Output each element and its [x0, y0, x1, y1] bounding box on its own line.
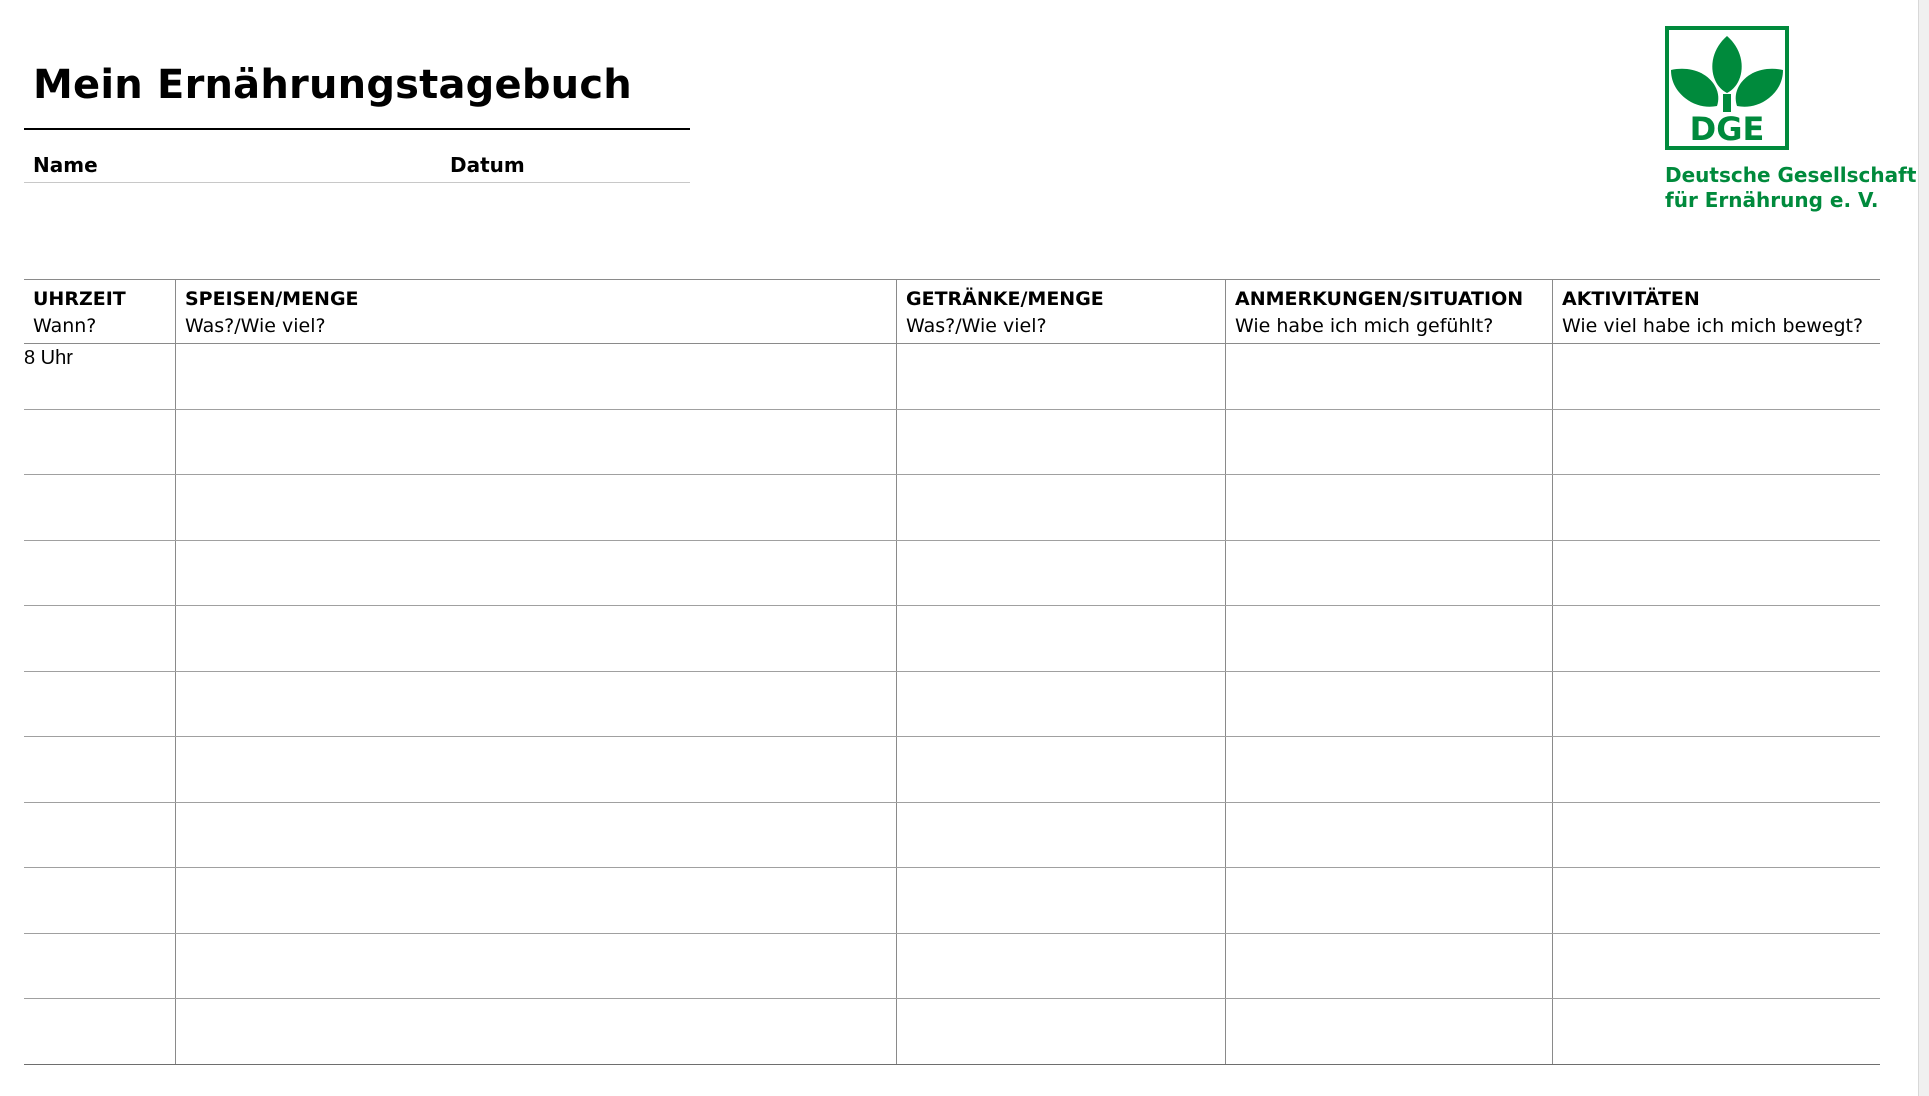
activities-cell[interactable]: [1553, 410, 1880, 475]
activities-cell[interactable]: [1553, 672, 1880, 737]
column-divider: [896, 934, 897, 999]
column-divider: [1225, 606, 1226, 671]
time-cell[interactable]: [24, 344, 175, 409]
notes-cell[interactable]: [1226, 410, 1552, 475]
name-label: Name: [33, 153, 98, 177]
column-divider: [1552, 672, 1553, 737]
title-underline: [24, 128, 690, 130]
name-date-line: [24, 182, 690, 183]
date-label: Datum: [450, 153, 525, 177]
column-divider: [1225, 541, 1226, 606]
table-row: [24, 868, 1880, 934]
header-subtitle: Was?/Wie viel?: [185, 315, 326, 337]
drinks-cell[interactable]: [897, 672, 1225, 737]
column-divider: [175, 999, 176, 1064]
header-subtitle: Was?/Wie viel?: [906, 315, 1047, 337]
column-divider: [175, 475, 176, 540]
activities-cell[interactable]: [1553, 868, 1880, 933]
food-cell[interactable]: [176, 475, 896, 540]
notes-cell[interactable]: [1226, 868, 1552, 933]
column-divider: [175, 410, 176, 475]
column-divider: [175, 606, 176, 671]
header-cell-drinks: [897, 280, 1225, 344]
column-divider: [1552, 868, 1553, 933]
drinks-cell[interactable]: [897, 475, 1225, 540]
food-cell[interactable]: [176, 999, 896, 1064]
column-divider: [1552, 344, 1553, 409]
activities-cell[interactable]: [1553, 999, 1880, 1064]
notes-cell[interactable]: [1226, 475, 1552, 540]
table-row: [24, 541, 1880, 607]
drinks-cell[interactable]: [897, 541, 1225, 606]
food-cell[interactable]: [176, 803, 896, 868]
time-cell[interactable]: [24, 934, 175, 999]
notes-cell[interactable]: [1226, 672, 1552, 737]
diary-table: [24, 279, 1880, 1065]
column-divider: [175, 672, 176, 737]
dge-logo: [1662, 24, 1917, 224]
food-cell[interactable]: [176, 934, 896, 999]
header-title: AKTIVITÄTEN: [1562, 288, 1700, 310]
time-value: 8 Uhr: [24, 347, 73, 369]
table-row: [24, 934, 1880, 1000]
activities-cell[interactable]: [1553, 934, 1880, 999]
column-divider: [896, 803, 897, 868]
column-divider: [896, 672, 897, 737]
drinks-cell[interactable]: [897, 934, 1225, 999]
header-title: GETRÄNKE/MENGE: [906, 288, 1104, 310]
drinks-cell[interactable]: [897, 410, 1225, 475]
notes-cell[interactable]: [1226, 999, 1552, 1064]
header-title: UHRZEIT: [33, 288, 126, 310]
table-row: [24, 344, 1880, 410]
column-divider: [1225, 803, 1226, 868]
time-cell[interactable]: [24, 737, 175, 802]
activities-cell[interactable]: [1553, 475, 1880, 540]
notes-cell[interactable]: [1226, 541, 1552, 606]
time-cell[interactable]: [24, 410, 175, 475]
table-row: [24, 737, 1880, 803]
header-subtitle: Wann?: [33, 315, 97, 337]
drinks-cell[interactable]: [897, 737, 1225, 802]
notes-cell[interactable]: [1226, 934, 1552, 999]
food-cell[interactable]: [176, 344, 896, 409]
column-divider: [1225, 475, 1226, 540]
column-divider: [896, 999, 897, 1064]
table-header: [24, 279, 1880, 344]
time-cell[interactable]: [24, 672, 175, 737]
table-row: [24, 606, 1880, 672]
column-divider: [1552, 410, 1553, 475]
activities-cell[interactable]: [1553, 606, 1880, 671]
notes-cell[interactable]: [1226, 737, 1552, 802]
column-divider: [896, 475, 897, 540]
column-divider: [175, 541, 176, 606]
column-divider: [1552, 541, 1553, 606]
table-body: [24, 344, 1880, 1065]
column-divider: [1225, 672, 1226, 737]
column-divider: [896, 868, 897, 933]
column-divider: [175, 737, 176, 802]
column-divider: [896, 737, 897, 802]
table-row: [24, 475, 1880, 541]
column-divider: [1225, 344, 1226, 409]
column-divider: [1552, 999, 1553, 1064]
time-cell[interactable]: [24, 999, 175, 1064]
column-divider: [1552, 934, 1553, 999]
drinks-cell[interactable]: [897, 344, 1225, 409]
column-divider: [1225, 934, 1226, 999]
table-row: [24, 803, 1880, 869]
column-divider: [175, 344, 176, 409]
column-divider: [896, 410, 897, 475]
header-cell-food: [176, 280, 896, 344]
column-divider: [896, 344, 897, 409]
table-row: [24, 999, 1880, 1065]
time-cell[interactable]: [24, 803, 175, 868]
food-cell[interactable]: [176, 737, 896, 802]
column-divider: [1552, 606, 1553, 671]
column-divider: [175, 803, 176, 868]
time-cell[interactable]: [24, 868, 175, 933]
activities-cell[interactable]: [1553, 737, 1880, 802]
leaves-icon: [1669, 30, 1785, 146]
column-divider: [175, 868, 176, 933]
food-cell[interactable]: [176, 868, 896, 933]
page-title: Mein Ernährungstagebuch: [33, 62, 632, 108]
header-subtitle: Wie viel habe ich mich bewegt?: [1562, 315, 1864, 337]
dge-logo-box: [1665, 26, 1789, 150]
org-name-line2: für Ernährung e. V.: [1665, 188, 1879, 212]
food-cell[interactable]: [176, 541, 896, 606]
table-row: [24, 672, 1880, 738]
notes-cell[interactable]: [1226, 606, 1552, 671]
column-divider: [1552, 737, 1553, 802]
time-cell[interactable]: [24, 541, 175, 606]
column-divider: [1225, 410, 1226, 475]
time-cell[interactable]: [24, 606, 175, 671]
header-cell-notes: [1226, 280, 1554, 344]
food-cell[interactable]: [176, 606, 896, 671]
time-cell[interactable]: [24, 475, 175, 540]
column-divider: [896, 541, 897, 606]
activities-cell[interactable]: [1553, 541, 1880, 606]
column-divider: [175, 934, 176, 999]
table-row: [24, 410, 1880, 476]
column-divider: [1225, 868, 1226, 933]
activities-cell[interactable]: [1553, 344, 1880, 409]
page-edge-strip: [1918, 0, 1929, 1096]
drinks-cell[interactable]: [897, 803, 1225, 868]
notes-cell[interactable]: [1226, 803, 1552, 868]
dge-mark-text: DGE: [1689, 110, 1765, 146]
activities-cell[interactable]: [1553, 803, 1880, 868]
org-name-line1: Deutsche Gesellschaft: [1665, 163, 1917, 187]
drinks-cell[interactable]: [897, 606, 1225, 671]
header-cell-time: [24, 280, 175, 344]
header-subtitle: Wie habe ich mich gefühlt?: [1235, 315, 1494, 337]
column-divider: [1225, 999, 1226, 1064]
column-divider: [1225, 737, 1226, 802]
header-title: ANMERKUNGEN/SITUATION: [1235, 288, 1524, 310]
header-cell-activities: [1553, 280, 1880, 344]
notes-cell[interactable]: [1226, 344, 1552, 409]
drinks-cell[interactable]: [897, 999, 1225, 1064]
column-divider: [896, 606, 897, 671]
column-divider: [1552, 475, 1553, 540]
column-divider: [1552, 803, 1553, 868]
drinks-cell[interactable]: [897, 868, 1225, 933]
header-title: SPEISEN/MENGE: [185, 288, 359, 310]
food-cell[interactable]: [176, 672, 896, 737]
food-cell[interactable]: [176, 410, 896, 475]
